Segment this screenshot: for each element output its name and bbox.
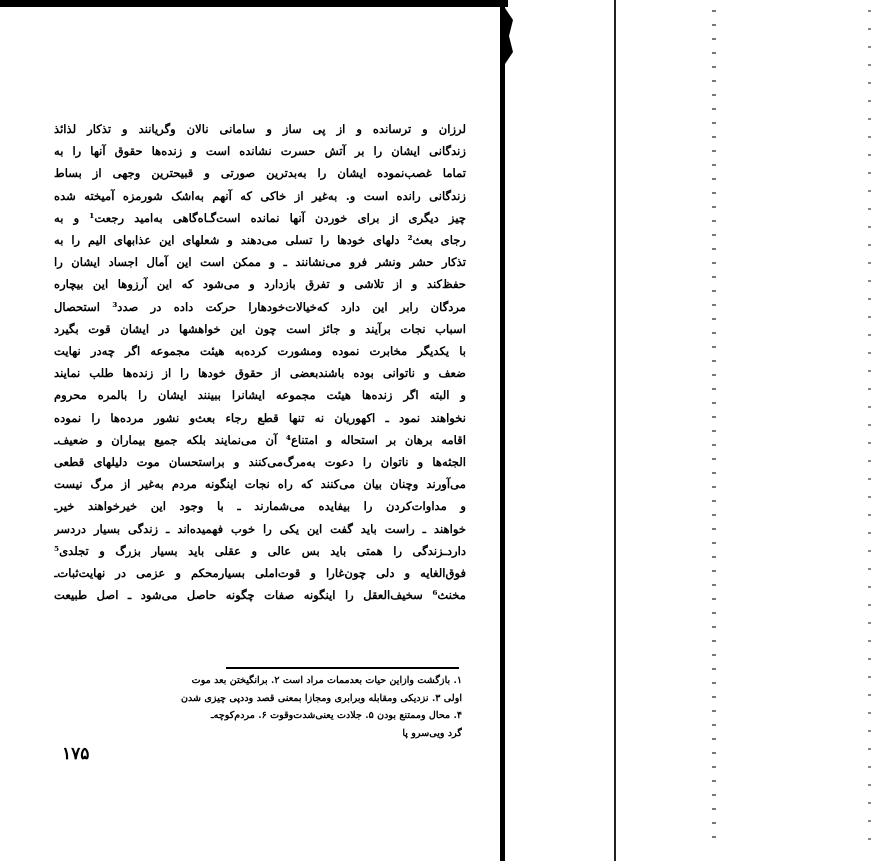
footnote-separator (226, 667, 459, 669)
footnote-line: ۴. محال وممتنع بودن ۵. جلادت یعنی‌شدت‌وقوت ۶. مردم‌کوچه‌ـ (210, 710, 462, 721)
text-line: تماما غصب‌نموده ایشان را به‌بدترین صورتی و قبیحترین وجهی از بساط (54, 166, 466, 181)
text-line: و مداوات‌کردن را بیفایده می‌شمارند ـ با وجود این خیرخواهند خیرـ (54, 499, 466, 514)
text-line: لرزان و ترسانده و از پی ساز و سامانی نالان وگریانند و تذکار لذائذ (54, 122, 466, 136)
facing-page-bleed-marks-outer (868, 10, 871, 850)
text-line: مردگان رابر این دارد که‌خیالات‌خودهارا حرکت داده در صدد³ استحصال (54, 299, 466, 314)
text-line: تذکار حشر ونشر فرو می‌نشانند ـ و ممکن است این آمال اجساد ایشان را (54, 255, 466, 270)
text-line: چیز دیگری از برای خوردن آنها نمانده است‌گـاه‌گاهی به‌امید رجعت¹ و به (54, 210, 466, 225)
text-line: خواهند ـ راست باید گفت این یکی را خوب فهمیده‌اند ـ زندگی بسیار دردسر (54, 521, 466, 536)
facing-page-edge (614, 0, 616, 861)
text-line: مخنث⁶ سخیف‌العقل را اینگونه صفات چگونه حاصل می‌شود ـ اصل طبیعت (54, 588, 466, 603)
text-line: فوق‌الغایه و دلی چون‌غارا و قوت‌املی بسیارمحکم و عزمی در نهایت‌ثبات‌ـ (54, 566, 466, 581)
text-line: اسباب نجات برآیند و جائز است چون این خواهشها در ایشان قوت بگیرد (54, 321, 466, 336)
text-line: و البته اگر زنده‌ها هیئت مجموعه ایشانرا ببینند ایشان را بالمره محروم (54, 388, 466, 403)
footnotes (62, 672, 462, 742)
footnote-line: اولی ۳. نزدیکی ومقابله وبرابری ومجازا بمعنی قصد وددپی چیزی شدن (180, 692, 462, 704)
body-text (54, 118, 466, 606)
text-line: ضعف و ناتوانی بوده باشندبعضی از حقوق خودها را از زنده‌ها طلب نمایند (54, 366, 466, 381)
facing-page-bleed-marks (712, 10, 716, 850)
footnote-line: گرد ویی‌سرو پا (402, 727, 462, 739)
text-line: زندگانی رانده است و. به‌غیر از خاکی که آنهم به‌اشک شورمزه آمیخته شده (54, 188, 466, 203)
text-line: حفظ‌کند و از تلاشی و تفرق بازدارد و می‌شود که این آرزوها این بیچاره (54, 277, 466, 292)
text-line: داردـزندگی را همتی باید بس عالی و عقلی باید بسیار بزرگ و تجلدی⁵ (54, 543, 466, 558)
page-number: ۱۷۵ (62, 744, 90, 764)
page-top-edge (0, 0, 508, 7)
book-spine-shadow (500, 4, 505, 861)
text-line: نخواهند نمود ـ اکهوریان نه تنها قطع رجاء بعث‌و نشور مرده‌ها را نموده (54, 410, 466, 425)
text-line: زندگانی ایشان را بر آتش حسرت نشانده است و زنده‌ها حقوق آنها را به (54, 144, 466, 159)
footnote-line: ۱. بازگشت وازاین حیات بعدممات مراد است ۲. برانگیختن بعد موت (191, 675, 462, 686)
text-line: الجثه‌ها و ناتوان را دعوت به‌مرگ‌می‌کنند و براستحسان موت دلیلهای قطعی (54, 455, 466, 470)
text-line: رجای بعث² دلهای خودها را تسلی می‌دهند و شعلهای این عذابهای الیم را به (54, 233, 466, 248)
text-line: اقامه برهان بر استحاله و امتناع⁴ آن می‌نمایند بلکه جمیع بیماران و ضعیف‌ـ (54, 432, 466, 447)
text-line: با یکدیگر مخابرت نموده ومشورت کرده‌به هیئت مجموعه اگر چه‌در نهایت (54, 344, 466, 359)
text-line: می‌آورند وچنان بیان می‌کنند که راه نجات اینگونه مردم به‌غیر از مرگ نیست (54, 477, 466, 492)
binding-clip-mark (495, 6, 515, 66)
